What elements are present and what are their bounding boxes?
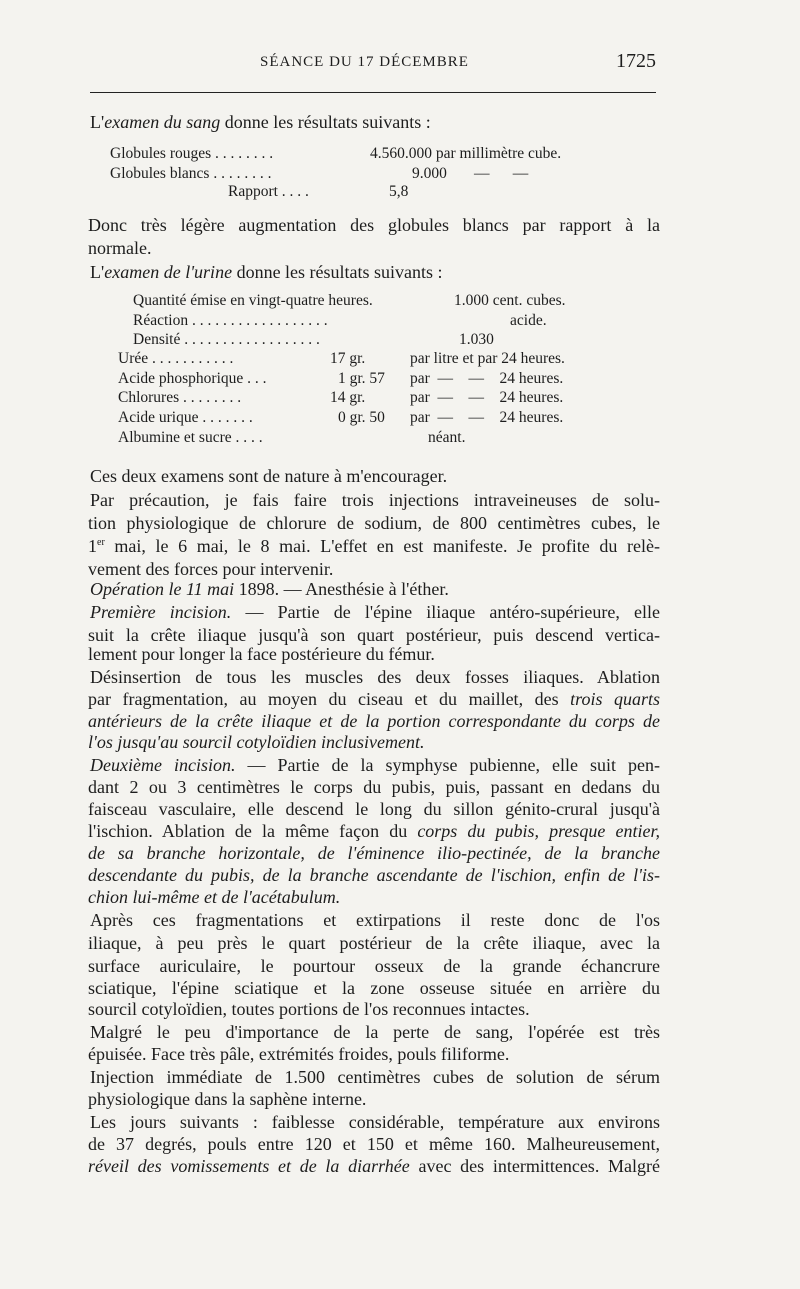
paragraph-line: suit la crête iliaque jusqu'à son quart postérieur, puis descend vertica- bbox=[88, 625, 660, 645]
paragraph-line: chion lui-même et de l'acétabulum. bbox=[88, 887, 341, 907]
sang-intro: L'examen du sang donne les résultats suivants : bbox=[90, 112, 431, 132]
row-label: Chlorures . . . . . . . . bbox=[118, 389, 242, 406]
paragraph-line: Deuxième incision. — Partie de la symphyse pubienne, elle suit pen- bbox=[90, 755, 660, 775]
paragraph-line: réveil des vomissements et de la diarrhée avec des intermittences. Malgré bbox=[88, 1156, 660, 1176]
row-value: 1.000 cent. cubes. bbox=[454, 292, 566, 309]
paragraph-line: Par précaution, je fais faire trois injections intraveineuses de solu- bbox=[90, 490, 660, 510]
paragraph-line: l'os jusqu'au sourcil cotyloïdien inclusivement. bbox=[88, 732, 425, 752]
paragraph-line: sourcil cotyloïdien, toutes portions de l'os reconnues intactes. bbox=[88, 999, 530, 1019]
row-value: par — — 24 heures. bbox=[410, 370, 564, 387]
row-value: 5,8 bbox=[389, 183, 409, 200]
paragraph-line: 1er mai, le 6 mai, le 8 mai. L'effet en est manifeste. Je profite du relè- bbox=[88, 536, 660, 556]
donc-line: normale. bbox=[88, 238, 152, 258]
row-qty: 17 gr. bbox=[330, 350, 366, 367]
paragraph-line: Ces deux examens sont de nature à m'encourager. bbox=[90, 466, 448, 486]
paragraph-line: Les jours suivants : faiblesse considérable, température aux environs bbox=[90, 1112, 660, 1132]
paragraph-line: Malgré le peu d'importance de la perte de sang, l'opérée est très bbox=[90, 1022, 660, 1042]
row-label: Acide urique . . . . . . . bbox=[118, 409, 253, 426]
paragraph-line: Désinsertion de tous les muscles des deux fosses iliaques. Ablation bbox=[90, 667, 660, 687]
paragraph-line: épuisée. Face très pâle, extrémités froides, pouls filiforme. bbox=[88, 1044, 510, 1064]
donc-line: Donc très légère augmentation des globules blancs par rapport à la bbox=[88, 215, 660, 235]
row-qty: 14 gr. bbox=[330, 389, 366, 406]
paragraph-line: par fragmentation, au moyen du ciseau et du maillet, des trois quarts bbox=[88, 689, 660, 709]
row-label: Réaction . . . . . . . . . . . . . . . . . . bbox=[133, 312, 328, 329]
paragraph-line: faisceau vasculaire, elle descend le long du sillon génito-crural jusqu'à bbox=[88, 799, 660, 819]
paragraph-line: Injection immédiate de 1.500 centimètres cubes de solution de sérum bbox=[90, 1067, 660, 1087]
row-value: par — — 24 heures. bbox=[410, 409, 564, 426]
paragraph-line: dant 2 ou 3 centimètres le corps du pubis, puis, passant en dedans du bbox=[88, 777, 660, 797]
row-value: par — — 24 heures. bbox=[410, 389, 564, 406]
row-value: 1.030 bbox=[459, 331, 494, 348]
row-value: 9.000 — — bbox=[412, 165, 529, 182]
paragraph-line: lement pour longer la face postérieure du fémur. bbox=[88, 644, 435, 664]
paragraph-line: surface auriculaire, le pourtour osseux de la grande échancrure bbox=[88, 956, 660, 976]
page-header bbox=[90, 50, 656, 80]
paragraph-line: sciatique, l'épine sciatique et la zone osseuse située en arrière du bbox=[88, 978, 660, 998]
row-value: 4.560.000 par millimètre cube. bbox=[370, 145, 562, 162]
page-number: 1725 bbox=[616, 50, 656, 72]
row-label: Densité . . . . . . . . . . . . . . . . . . bbox=[133, 331, 320, 348]
row-label: Urée . . . . . . . . . . . bbox=[118, 350, 234, 367]
header-rule bbox=[90, 92, 656, 93]
paragraph-line: physiologique dans la saphène interne. bbox=[88, 1089, 367, 1109]
row-label: Rapport . . . . bbox=[228, 183, 309, 200]
paragraph-line: l'ischion. Ablation de la même façon du corps du pubis, presque entier, bbox=[88, 821, 660, 841]
urine-intro: L'examen de l'urine donne les résultats suivants : bbox=[90, 262, 443, 282]
paragraph-line: iliaque, à peu près le quart postérieur de la crête iliaque, avec la bbox=[88, 933, 660, 953]
row-label: Globules rouges . . . . . . . . bbox=[110, 145, 274, 162]
paragraph-line: Opération le 11 mai 1898. — Anesthésie à l'éther. bbox=[90, 579, 449, 599]
row-label: Quantité émise en vingt-quatre heures. bbox=[133, 292, 373, 309]
paragraph-line: antérieurs de la crête iliaque et de la portion correspondante du corps de bbox=[88, 711, 660, 731]
paragraph-line: Première incision. — Partie de l'épine iliaque antéro-supérieure, elle bbox=[90, 602, 660, 622]
paragraph-line: Après ces fragmentations et extirpations il reste donc de l'os bbox=[90, 910, 660, 930]
paragraph-line: tion physiologique de chlorure de sodium, de 800 centimètres cubes, le bbox=[88, 513, 660, 533]
row-label: Albumine et sucre . . . . bbox=[118, 429, 263, 446]
row-label: Acide phosphorique . . . bbox=[118, 370, 267, 387]
paragraph-line: descendante du pubis, de la branche ascendante de l'ischion, enfin de l'is- bbox=[88, 865, 660, 885]
row-value: acide. bbox=[510, 312, 547, 329]
running-title: SÉANCE DU 17 DÉCEMBRE bbox=[260, 54, 469, 70]
row-value: par litre et par 24 heures. bbox=[410, 350, 565, 367]
row-value: néant. bbox=[428, 429, 466, 446]
row-label: Globules blancs . . . . . . . . bbox=[110, 165, 272, 182]
row-qty: 1 gr. 57 bbox=[338, 370, 385, 387]
paragraph-line: vement des forces pour intervenir. bbox=[88, 559, 334, 579]
paragraph-line: de sa branche horizontale, de l'éminence ilio-pectinée, de la branche bbox=[88, 843, 660, 863]
paragraph-line: de 37 degrés, pouls entre 120 et 150 et même 160. Malheureusement, bbox=[88, 1134, 660, 1154]
row-qty: 0 gr. 50 bbox=[338, 409, 385, 426]
